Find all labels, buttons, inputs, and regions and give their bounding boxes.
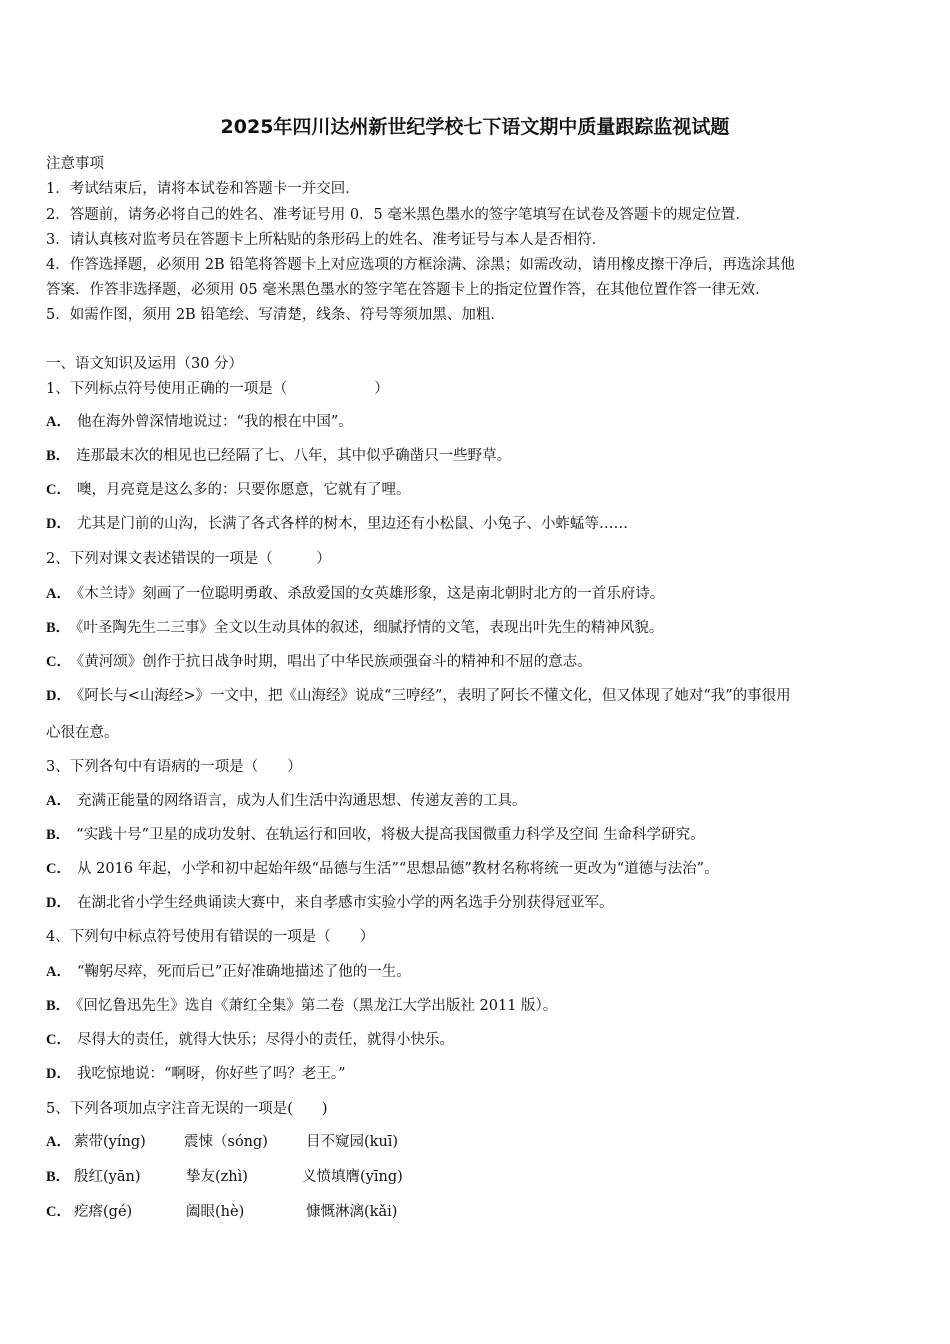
option-text: 《叶圣陶先生二三事》全文以生动具体的叙述，细腻抒情的文笔，表现出叶先生的精神风貌。 [76, 620, 664, 636]
option-label: C． [46, 1032, 71, 1048]
option-label: A． [46, 586, 71, 602]
option-label: B． [46, 827, 71, 843]
option-label: C． [46, 1204, 71, 1220]
question-stem: 4、下列句中标点符号使用有错误的一项是（ ） [46, 929, 375, 945]
pinyin-item: 目不窥园(kuī) [306, 1134, 399, 1150]
pinyin-item: 殷红(yān) [74, 1169, 141, 1185]
option-label: A． [46, 414, 71, 430]
option-text: 噢，月亮竟是这么多的：只要你愿意，它就有了哩。 [76, 482, 411, 498]
notice-heading: 注意事项 [46, 156, 104, 172]
option-text: 尤其是门前的山沟，长满了各式各样的树木，里边还有小松鼠、小兔子、小蚱蜢等…… [76, 516, 628, 532]
option-text: “实践十号”卫星的成功发射、在轨运行和回收，将极大提高我国微重力科学及空间 生命科学研究。 [76, 827, 705, 843]
option-text: 《黄河颂》创作于抗日战争时期，唱出了中华民族顽强奋斗的精神和不屈的意志。 [76, 654, 592, 670]
option-d [46, 684, 791, 705]
option-c [46, 478, 410, 499]
option-label: A． [46, 793, 71, 809]
option-a [46, 789, 526, 810]
option-text: 他在海外曾深情地说过：“我的根在中国”。 [76, 414, 353, 430]
option-d [46, 1062, 346, 1083]
option-label: C． [46, 654, 71, 670]
option-text: 充满正能量的网络语言，成为人们生活中沟通思想、传递友善的工具。 [76, 793, 527, 809]
pinyin-item: 阖眼(hè) [186, 1204, 245, 1220]
option-d [46, 891, 613, 912]
pinyin-item: 萦带(yíng) [74, 1134, 146, 1150]
option-text: 《阿长与<山海经>》一文中，把《山海经》说成“三哼经”，表明了阿长不懂文化，但又体现了她对“我”的事很用 [76, 688, 791, 704]
question-stem: 5、下列各项加点字注音无误的一项是( ) [46, 1101, 328, 1117]
option-c [46, 1028, 454, 1049]
option-text: 我吃惊地说：“啊呀，你好些了吗？老王。” [76, 1066, 346, 1082]
option-label: B． [46, 1169, 71, 1185]
option-text: 《回忆鲁迅先生》选自《萧红全集》第二卷（黑龙江大学出版社 2011 版）。 [76, 998, 558, 1014]
option-label: D． [46, 1066, 71, 1082]
pinyin-item: 义愤填膺(yīng) [302, 1169, 403, 1185]
option-label: A． [46, 964, 71, 980]
pinyin-item: 挚友(zhì) [186, 1169, 248, 1185]
question-stem: 3、下列各句中有语病的一项是（ ） [46, 759, 302, 775]
option-label: C． [46, 482, 71, 498]
option-text: 尽得大的责任，就得大快乐；尽得小的责任，就得小快乐。 [76, 1032, 454, 1048]
option-c [46, 857, 719, 878]
page-title: 2025年四川达州新世纪学校七下语文期中质量跟踪监视试题 [220, 116, 730, 138]
option-b [46, 994, 557, 1015]
option-label: B． [46, 998, 71, 1014]
question-stem: 2、下列对课文表述错误的一项是（ ） [46, 551, 331, 567]
notice-item: 1．考试结束后，请将本试卷和答题卡一并交回． [46, 181, 360, 197]
section-heading: 一、语文知识及运用（30 分） [46, 356, 244, 372]
option-label: D． [46, 895, 71, 911]
option-label: D． [46, 516, 71, 532]
option-continuation: 心很在意。 [46, 725, 119, 741]
pinyin-item: 慷慨淋漓(kǎi) [306, 1204, 398, 1220]
option-text: “鞠躬尽瘁，死而后已”正好准确地描述了他的一生。 [76, 964, 411, 980]
option-text: 《木兰诗》刻画了一位聪明勇敢、杀敌爱国的女英雄形象，这是南北朝时北方的一首乐府诗。 [76, 586, 665, 602]
notice-item: 4．作答选择题，必须用 2B 铅笔将答题卡上对应选项的方框涂满、涂黑；如需改动，请用橡皮擦干净后，再选涂其他 [46, 257, 795, 273]
pinyin-item: 疙瘩(gé) [74, 1204, 133, 1220]
pinyin-item: 震悚（sóng) [184, 1134, 268, 1150]
option-b [46, 823, 705, 844]
option-b [46, 616, 663, 637]
option-a [46, 960, 411, 981]
option-label: C． [46, 861, 71, 877]
option-a [46, 410, 353, 431]
notice-item: 3．请认真核对监考员在答题卡上所粘贴的条形码上的姓名、准考证号与本人是否相符． [46, 232, 607, 248]
question-stem: 1、下列标点符号使用正确的一项是（ ） [46, 381, 389, 397]
option-c [46, 650, 592, 671]
option-text: 连那最末次的相见也已经隔了七、八年，其中似乎确凿只一些野草。 [76, 448, 512, 464]
option-label: D． [46, 688, 71, 704]
notice-item: 答案．作答非选择题，必须用 05 毫米黑色墨水的签字笔在答题卡上的指定位置作答，在其他位置作答一律无效． [46, 282, 770, 298]
option-d [46, 512, 628, 533]
option-a [46, 582, 664, 603]
option-label: A． [46, 1134, 71, 1150]
notice-item: 2．答题前，请务必将自己的姓名、准考证号用 0．5 毫米黑色墨水的签字笔填写在试卷及答题卡的规定位置． [46, 207, 750, 223]
option-text: 在湖北省小学生经典诵读大赛中，来自孝感市实验小学的两名选手分别获得冠亚军。 [76, 895, 614, 911]
option-label: B． [46, 620, 71, 636]
option-b [46, 444, 511, 465]
notice-item: 5．如需作图，须用 2B 铅笔绘、写清楚，线条、符号等须加黑、加粗． [46, 307, 505, 323]
option-label: B． [46, 448, 71, 464]
option-text: 从 2016 年起，小学和初中起始年级“品德与生活”“思想品德”教材名称将统一更改为“道德与法治”。 [76, 861, 719, 877]
